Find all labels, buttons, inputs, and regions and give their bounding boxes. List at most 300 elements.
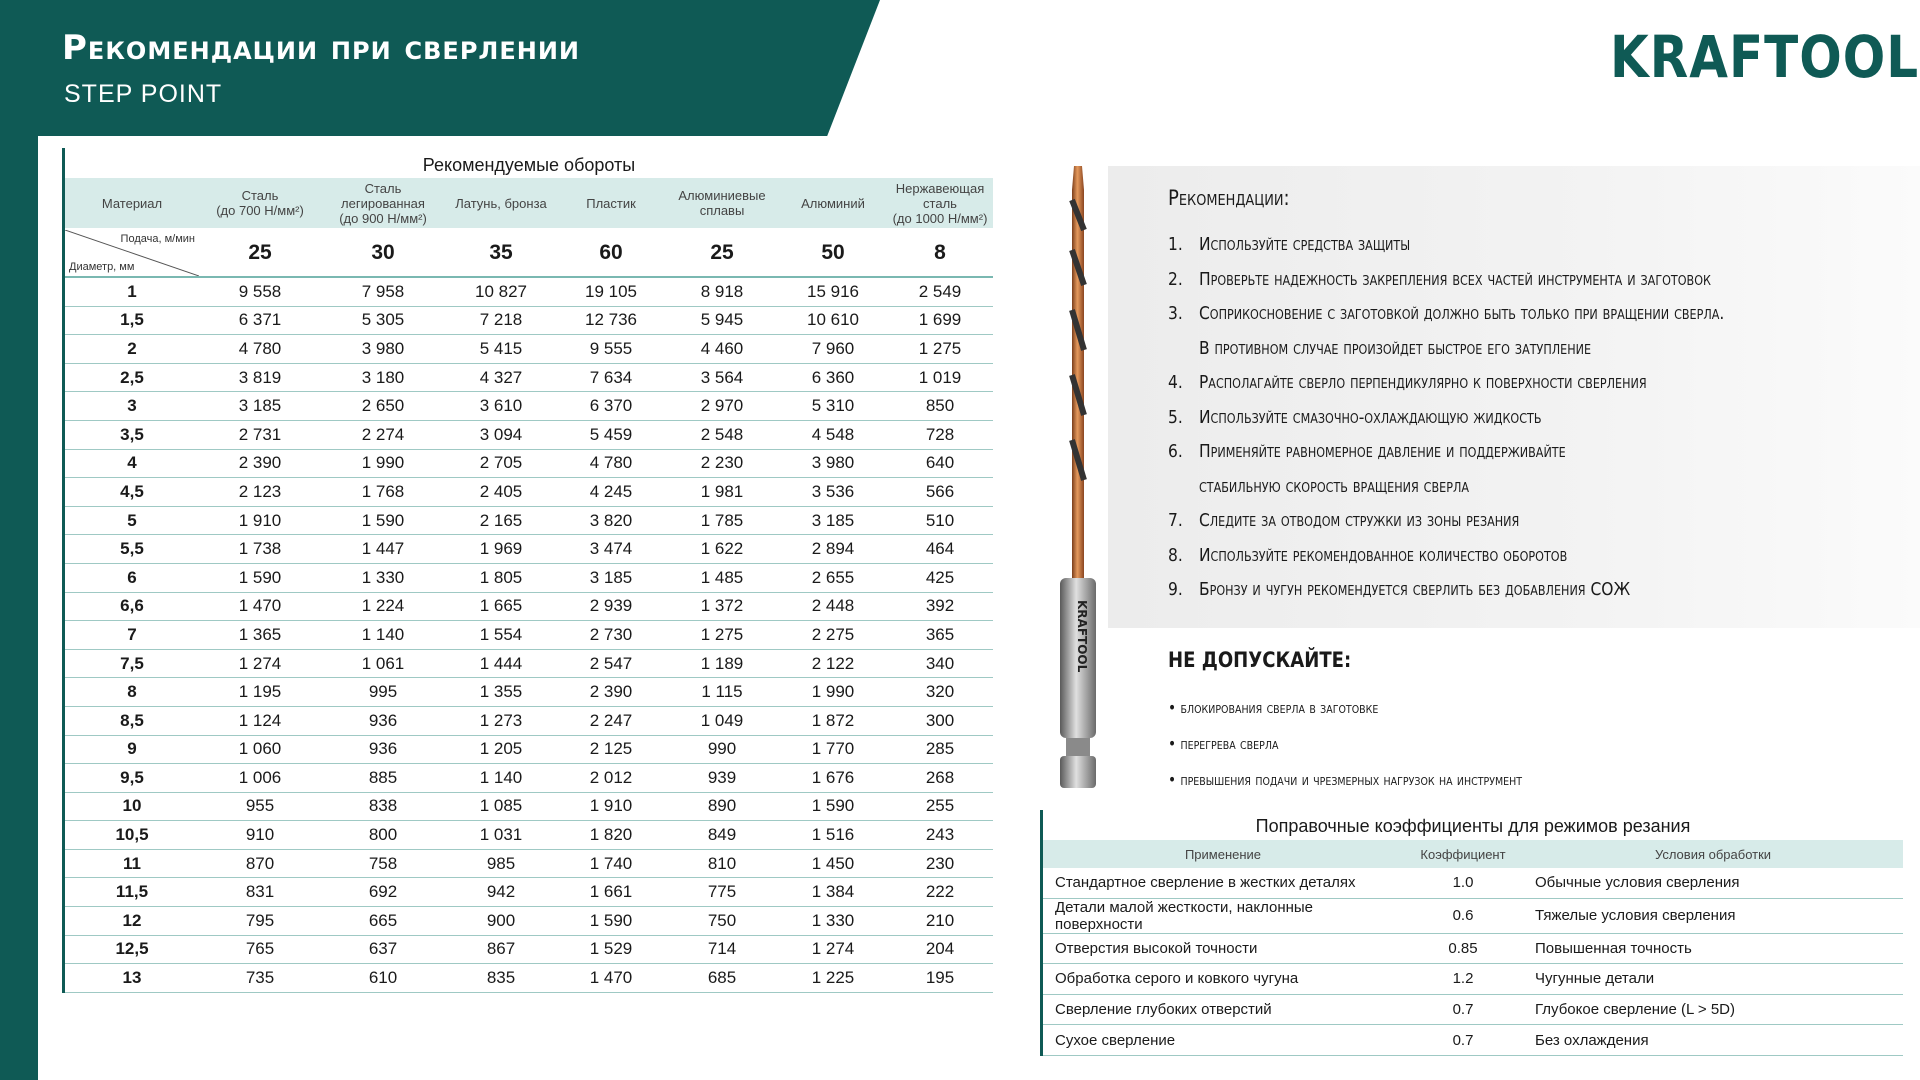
diameter-cell: 8,5 — [65, 706, 199, 735]
rpm-cell: 2 165 — [445, 506, 557, 535]
recommendation-number: 5. — [1168, 406, 1183, 428]
material-name: Нержавеющая сталь — [895, 180, 985, 211]
rpm-cell: 222 — [887, 878, 993, 907]
rpm-cell: 3 564 — [665, 363, 779, 392]
rpm-cell: 6 371 — [199, 306, 321, 335]
table-row — [65, 935, 993, 964]
rpm-cell: 942 — [445, 878, 557, 907]
application-cell: Обработка серого и ковкого чугуна — [1043, 964, 1403, 995]
rpm-cell: 867 — [445, 935, 557, 964]
table-row — [65, 649, 993, 678]
diameter-cell: 10,5 — [65, 821, 199, 850]
table-row — [65, 420, 993, 449]
rpm-cell: 6 370 — [557, 392, 665, 421]
rpm-cell: 3 185 — [199, 392, 321, 421]
rpm-cell: 425 — [887, 563, 993, 592]
diagonal-header-cell — [65, 229, 199, 277]
rpm-cell: 195 — [887, 964, 993, 993]
table-row — [65, 706, 993, 735]
rpm-cell: 464 — [887, 535, 993, 564]
rpm-cell: 1 124 — [199, 706, 321, 735]
diameter-cell: 9,5 — [65, 764, 199, 793]
table-row — [65, 964, 993, 993]
material-column-header — [321, 178, 445, 229]
rpm-cell: 4 780 — [557, 449, 665, 478]
rpm-cell: 3 980 — [321, 335, 445, 364]
diameter-cell: 9 — [65, 735, 199, 764]
correction-header-coefficient: Коэффициент — [1403, 840, 1523, 868]
correction-table-caption: Поправочные коэффициенты для режимов резания — [1255, 816, 1691, 836]
rpm-cell: 3 185 — [779, 506, 887, 535]
table-row — [1043, 898, 1903, 933]
rpm-cell: 692 — [321, 878, 445, 907]
rpm-cell: 19 105 — [557, 277, 665, 306]
feed-label: Подача, м/мин — [120, 233, 195, 245]
rpm-table — [65, 178, 993, 993]
table-row — [65, 392, 993, 421]
table-row — [65, 849, 993, 878]
rpm-cell: 685 — [665, 964, 779, 993]
table-row — [65, 335, 993, 364]
material-name: Пластик — [586, 195, 636, 211]
coefficient-cell: 0.6 — [1403, 898, 1523, 933]
rpm-cell: 566 — [887, 478, 993, 507]
diameter-cell: 2 — [65, 335, 199, 364]
material-column-header — [445, 178, 557, 229]
brand-logo: KRAFTOOL — [1610, 24, 1920, 91]
rpm-cell: 1 872 — [779, 706, 887, 735]
rpm-cell: 758 — [321, 849, 445, 878]
rpm-cell: 1 590 — [779, 792, 887, 821]
rpm-cell: 1 273 — [445, 706, 557, 735]
recommendation-text: Располагайте сверло перпендикулярно к поверхности сверления — [1198, 372, 1647, 393]
feed-row — [65, 229, 993, 277]
rpm-cell: 1 820 — [557, 821, 665, 850]
left-accent-strip — [0, 136, 38, 1080]
rpm-cell: 4 548 — [779, 420, 887, 449]
rpm-cell: 1 981 — [665, 478, 779, 507]
rpm-cell: 1 355 — [445, 678, 557, 707]
rpm-cell: 995 — [321, 678, 445, 707]
recommendation-text: Используйте смазочно-охлаждающую жидкость — [1198, 406, 1542, 428]
diameter-cell: 3,5 — [65, 420, 199, 449]
table-row — [65, 907, 993, 936]
drill-engraving: KRAFTOOL — [1075, 600, 1089, 673]
page-subtitle: STEP POINT — [64, 80, 223, 108]
rpm-cell: 831 — [199, 878, 321, 907]
rpm-cell: 3 820 — [557, 506, 665, 535]
rpm-cell: 1 661 — [557, 878, 665, 907]
recommendation-text: Соприкосновение с заготовкой должно быть только при вращении сверла. — [1198, 303, 1725, 324]
rpm-cell: 5 945 — [665, 306, 779, 335]
rpm-cell: 392 — [887, 592, 993, 621]
rpm-cell: 12 736 — [557, 306, 665, 335]
correction-header-application: Применение — [1043, 840, 1403, 868]
application-cell: Сверление глубоких отверстий — [1043, 994, 1403, 1025]
rpm-cell: 3 980 — [779, 449, 887, 478]
recommendation-text: Применяйте равномерное давление и поддерживайте — [1198, 441, 1566, 462]
table-row — [65, 306, 993, 335]
rpm-cell: 2 123 — [199, 478, 321, 507]
correction-table-section — [1040, 810, 1903, 1056]
table-row — [65, 821, 993, 850]
rpm-cell: 775 — [665, 878, 779, 907]
diameter-label: Диаметр, мм — [69, 261, 135, 273]
page-title: Рекомендации при сверлении — [62, 28, 580, 68]
rpm-cell: 2 939 — [557, 592, 665, 621]
rpm-cell: 1 805 — [445, 563, 557, 592]
rpm-cell: 10 610 — [779, 306, 887, 335]
diameter-cell: 5 — [65, 506, 199, 535]
recommendation-number: 2. — [1168, 268, 1183, 290]
rpm-cell: 1 275 — [887, 335, 993, 364]
rpm-cell: 1 450 — [779, 849, 887, 878]
rpm-cell: 1 330 — [779, 907, 887, 936]
rpm-cell: 1 740 — [557, 849, 665, 878]
rpm-cell: 714 — [665, 935, 779, 964]
rpm-cell: 3 610 — [445, 392, 557, 421]
rpm-cell: 870 — [199, 849, 321, 878]
rpm-cell: 8 918 — [665, 277, 779, 306]
diameter-cell: 3 — [65, 392, 199, 421]
rpm-cell: 2 970 — [665, 392, 779, 421]
rpm-cell: 268 — [887, 764, 993, 793]
diameter-cell: 6,6 — [65, 592, 199, 621]
material-strength-note: (до 1000 Н/мм²) — [892, 210, 988, 226]
rpm-cell: 4 460 — [665, 335, 779, 364]
rpm-cell: 2 547 — [557, 649, 665, 678]
rpm-cell: 1 224 — [321, 592, 445, 621]
rpm-cell: 1 470 — [199, 592, 321, 621]
conditions-cell: Без охлаждения — [1523, 1025, 1903, 1056]
rpm-cell: 939 — [665, 764, 779, 793]
rpm-cell: 640 — [887, 449, 993, 478]
rpm-cell: 2 730 — [557, 621, 665, 650]
rpm-cell: 1 676 — [779, 764, 887, 793]
rpm-cell: 2 274 — [321, 420, 445, 449]
application-cell: Детали малой жесткости, наклонные поверхности — [1043, 898, 1403, 933]
diameter-cell: 10 — [65, 792, 199, 821]
rpm-cell: 1 516 — [779, 821, 887, 850]
recommendation-number: 9. — [1168, 579, 1183, 600]
table-row — [65, 277, 993, 306]
conditions-cell: Повышенная точность — [1523, 933, 1903, 964]
rpm-cell: 3 474 — [557, 535, 665, 564]
rpm-cell: 610 — [321, 964, 445, 993]
diameter-cell: 13 — [65, 964, 199, 993]
diameter-cell: 4 — [65, 449, 199, 478]
correction-table — [1043, 840, 1903, 1056]
feed-value: 25 — [199, 229, 321, 277]
rpm-cell: 3 180 — [321, 363, 445, 392]
rpm-cell: 1 061 — [321, 649, 445, 678]
material-column-header — [199, 178, 321, 229]
rpm-cell: 735 — [199, 964, 321, 993]
rpm-cell: 7 958 — [321, 277, 445, 306]
rpm-cell: 936 — [321, 706, 445, 735]
rpm-cell: 4 245 — [557, 478, 665, 507]
rpm-cell: 5 459 — [557, 420, 665, 449]
rpm-cell: 9 555 — [557, 335, 665, 364]
recommendation-number: 7. — [1168, 510, 1183, 531]
rpm-cell: 1 189 — [665, 649, 779, 678]
rpm-cell: 1 195 — [199, 678, 321, 707]
table-row — [65, 621, 993, 650]
rpm-cell: 1 372 — [665, 592, 779, 621]
recommendation-text: Проверьте надежность закрепления всех частей инструмента и заготовок — [1198, 268, 1711, 290]
diameter-cell: 11 — [65, 849, 199, 878]
rpm-cell: 795 — [199, 907, 321, 936]
rpm-cell: 2 549 — [887, 277, 993, 306]
rpm-cell: 1 085 — [445, 792, 557, 821]
rpm-cell: 3 094 — [445, 420, 557, 449]
diameter-cell: 12 — [65, 907, 199, 936]
material-strength-note: (до 700 Н/мм²) — [216, 203, 304, 218]
rpm-cell: 340 — [887, 649, 993, 678]
rpm-cell: 765 — [199, 935, 321, 964]
table-row — [65, 735, 993, 764]
rpm-cell: 3 185 — [557, 563, 665, 592]
recommendation-text: Бронзу и чугун рекомендуется сверлить без добавления СОЖ — [1198, 579, 1631, 600]
rpm-cell: 1 444 — [445, 649, 557, 678]
rpm-cell: 1 910 — [199, 506, 321, 535]
rpm-cell: 1 275 — [665, 621, 779, 650]
rpm-cell: 1 006 — [199, 764, 321, 793]
warning-item: • блокирования сверла в заготовке — [1168, 698, 1379, 717]
rpm-cell: 1 140 — [445, 764, 557, 793]
recommendations-list — [1168, 228, 1815, 608]
rpm-cell: 2 650 — [321, 392, 445, 421]
rpm-cell: 637 — [321, 935, 445, 964]
rpm-cell: 1 485 — [665, 563, 779, 592]
recommendation-item — [1168, 366, 1724, 401]
rpm-cell: 750 — [665, 907, 779, 936]
diameter-cell: 7 — [65, 621, 199, 650]
table-row — [65, 764, 993, 793]
material-name: Латунь, бронза — [455, 195, 547, 211]
rpm-cell: 1 785 — [665, 506, 779, 535]
table-row — [1043, 1025, 1903, 1056]
rpm-cell: 955 — [199, 792, 321, 821]
rpm-cell: 2 448 — [779, 592, 887, 621]
rpm-cell: 7 218 — [445, 306, 557, 335]
rpm-cell: 728 — [887, 420, 993, 449]
material-strength-note: (до 900 Н/мм²) — [339, 210, 427, 226]
coefficient-cell: 1.2 — [1403, 964, 1523, 995]
recommendation-item — [1168, 539, 1724, 574]
recommendation-item — [1168, 435, 1724, 470]
rpm-cell: 665 — [321, 907, 445, 936]
coefficient-cell: 0.7 — [1403, 1025, 1523, 1056]
diameter-cell: 6 — [65, 563, 199, 592]
recommendation-item — [1168, 504, 1724, 539]
rpm-cell: 1 365 — [199, 621, 321, 650]
conditions-cell: Обычные условия сверления — [1523, 868, 1903, 898]
diameter-cell: 7,5 — [65, 649, 199, 678]
rpm-cell: 1 910 — [557, 792, 665, 821]
rpm-cell: 5 305 — [321, 306, 445, 335]
material-name: Алюминий — [801, 195, 865, 211]
rpm-cell: 1 990 — [321, 449, 445, 478]
diameter-cell: 11,5 — [65, 878, 199, 907]
rpm-cell: 936 — [321, 735, 445, 764]
recommendation-text: Используйте рекомендованное количество оборотов — [1198, 544, 1568, 566]
table-row — [65, 506, 993, 535]
rpm-cell: 15 916 — [779, 277, 887, 306]
rpm-cell: 6 360 — [779, 363, 887, 392]
rpm-cell: 243 — [887, 821, 993, 850]
recommendation-item — [1168, 573, 1724, 608]
table-row — [65, 535, 993, 564]
rpm-cell: 2 390 — [199, 449, 321, 478]
rpm-cell: 2 122 — [779, 649, 887, 678]
rpm-header-row — [65, 178, 993, 229]
rpm-cell: 255 — [887, 792, 993, 821]
rpm-cell: 810 — [665, 849, 779, 878]
material-header: Материал — [65, 178, 199, 229]
feed-value: 8 — [887, 229, 993, 277]
rpm-cell: 1 665 — [445, 592, 557, 621]
diameter-cell: 2,5 — [65, 363, 199, 392]
rpm-cell: 1 330 — [321, 563, 445, 592]
material-column-header — [779, 178, 887, 229]
rpm-cell: 910 — [199, 821, 321, 850]
rpm-cell: 3 536 — [779, 478, 887, 507]
recommendation-text: Используйте средства защиты — [1198, 234, 1411, 255]
coefficient-cell: 0.7 — [1403, 994, 1523, 1025]
rpm-cell: 990 — [665, 735, 779, 764]
rpm-cell: 1 622 — [665, 535, 779, 564]
table-row — [65, 563, 993, 592]
table-row — [65, 363, 993, 392]
table-row — [65, 592, 993, 621]
rpm-cell: 2 894 — [779, 535, 887, 564]
recommendation-text: Следите за отводом стружки из зоны резания — [1198, 510, 1520, 531]
rpm-cell: 1 384 — [779, 878, 887, 907]
rpm-cell: 1 554 — [445, 621, 557, 650]
rpm-cell: 2 705 — [445, 449, 557, 478]
correction-header-row — [1043, 840, 1903, 868]
conditions-cell: Тяжелые условия сверления — [1523, 898, 1903, 933]
rpm-cell: 2 390 — [557, 678, 665, 707]
rpm-cell: 1 447 — [321, 535, 445, 564]
rpm-cell: 1 019 — [887, 363, 993, 392]
material-name: Сталь — [241, 188, 279, 203]
material-name: Сталь легированная — [341, 180, 425, 211]
recommendation-number: 3. — [1168, 303, 1183, 324]
coefficient-cell: 1.0 — [1403, 868, 1523, 898]
rpm-cell: 885 — [321, 764, 445, 793]
rpm-cell: 7 960 — [779, 335, 887, 364]
diameter-cell: 12,5 — [65, 935, 199, 964]
recommendation-item — [1168, 228, 1724, 263]
feed-value: 35 — [445, 229, 557, 277]
rpm-cell: 510 — [887, 506, 993, 535]
warning-item: • превышения подачи и чрезмерных нагрузок на инструмент — [1168, 770, 1523, 789]
rpm-cell: 1 049 — [665, 706, 779, 735]
rpm-cell: 1 990 — [779, 678, 887, 707]
rpm-cell: 4 780 — [199, 335, 321, 364]
rpm-cell: 800 — [321, 821, 445, 850]
diameter-cell: 1 — [65, 277, 199, 306]
table-row — [65, 449, 993, 478]
conditions-cell: Глубокое сверление (L > 5D) — [1523, 994, 1903, 1025]
coefficient-cell: 0.85 — [1403, 933, 1523, 964]
rpm-cell: 1 770 — [779, 735, 887, 764]
rpm-cell: 2 230 — [665, 449, 779, 478]
table-row — [1043, 868, 1903, 898]
rpm-table-caption: Рекомендуемые обороты — [422, 155, 636, 175]
rpm-cell: 1 969 — [445, 535, 557, 564]
recommendation-item — [1168, 297, 1724, 332]
application-cell: Стандартное сверление в жестких деталях — [1043, 868, 1403, 898]
rpm-cell: 365 — [887, 621, 993, 650]
rpm-cell: 985 — [445, 849, 557, 878]
rpm-cell: 1 590 — [557, 907, 665, 936]
rpm-cell: 2 125 — [557, 735, 665, 764]
recommendation-number: 1. — [1168, 234, 1183, 255]
table-row — [65, 478, 993, 507]
recommendation-number: 6. — [1168, 441, 1183, 462]
rpm-cell: 1 115 — [665, 678, 779, 707]
rpm-cell: 1 768 — [321, 478, 445, 507]
rpm-cell: 7 634 — [557, 363, 665, 392]
rpm-cell: 850 — [887, 392, 993, 421]
diameter-cell: 1,5 — [65, 306, 199, 335]
rpm-cell: 1 699 — [887, 306, 993, 335]
rpm-cell: 9 558 — [199, 277, 321, 306]
rpm-cell: 1 031 — [445, 821, 557, 850]
table-row — [65, 678, 993, 707]
drill-bit-image — [1048, 160, 1108, 790]
material-column-header — [887, 178, 993, 229]
recommendations-title: Рекомендации: — [1168, 186, 1290, 210]
rpm-cell: 285 — [887, 735, 993, 764]
application-cell: Отверстия высокой точности — [1043, 933, 1403, 964]
rpm-cell: 1 274 — [779, 935, 887, 964]
correction-header-conditions: Условия обработки — [1523, 840, 1903, 868]
rpm-cell: 1 529 — [557, 935, 665, 964]
rpm-cell: 838 — [321, 792, 445, 821]
recommendation-number: 8. — [1168, 544, 1183, 566]
rpm-cell: 5 415 — [445, 335, 557, 364]
rpm-cell: 3 819 — [199, 363, 321, 392]
rpm-cell: 230 — [887, 849, 993, 878]
warning-item: • перегрева сверла — [1168, 734, 1279, 753]
rpm-cell: 2 405 — [445, 478, 557, 507]
table-row — [1043, 964, 1903, 995]
rpm-cell: 2 655 — [779, 563, 887, 592]
diameter-cell: 4,5 — [65, 478, 199, 507]
header-banner — [0, 0, 880, 136]
recommendation-continuation: стабильную скорость вращения сверла — [1198, 475, 1470, 497]
rpm-table-section — [62, 148, 993, 993]
rpm-cell: 10 827 — [445, 277, 557, 306]
table-row — [65, 792, 993, 821]
rpm-cell: 2 731 — [199, 420, 321, 449]
table-row — [65, 878, 993, 907]
feed-value: 25 — [665, 229, 779, 277]
material-column-header — [557, 178, 665, 229]
rpm-cell: 900 — [445, 907, 557, 936]
table-row — [1043, 933, 1903, 964]
feed-value: 30 — [321, 229, 445, 277]
rpm-cell: 1 274 — [199, 649, 321, 678]
rpm-cell: 204 — [887, 935, 993, 964]
table-row — [1043, 994, 1903, 1025]
recommendation-item — [1168, 401, 1724, 436]
feed-value: 50 — [779, 229, 887, 277]
